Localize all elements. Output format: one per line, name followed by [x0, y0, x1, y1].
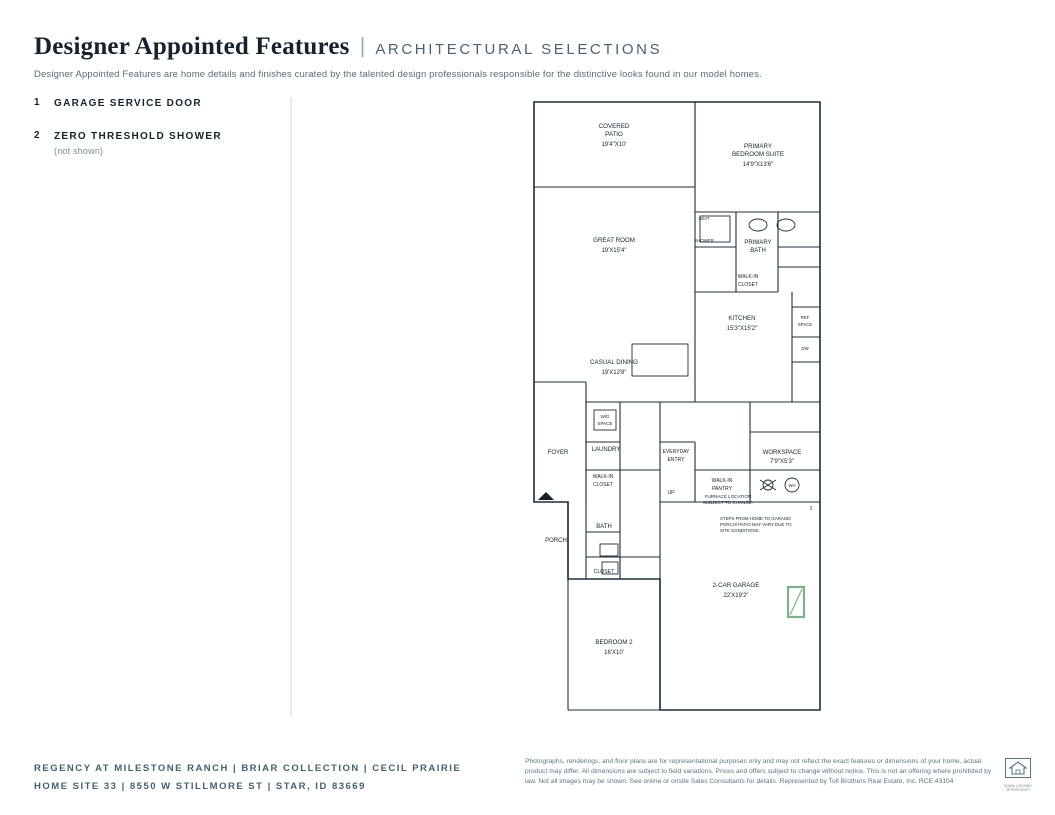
footer-community-info	[34, 760, 461, 796]
svg-text:KITCHEN: KITCHEN	[728, 315, 756, 322]
svg-text:ENTRY: ENTRY	[667, 457, 685, 463]
footer-line-2: HOME SITE 33 | 8550 W STILLMORE ST | STAR, ID 83669	[34, 781, 366, 793]
house-icon	[1005, 758, 1031, 778]
svg-text:CLOSET: CLOSET	[592, 482, 614, 488]
svg-text:19'4"X10': 19'4"X10'	[601, 142, 627, 148]
svg-text:SPACE: SPACE	[797, 322, 813, 327]
svg-text:19'X15'4": 19'X15'4"	[601, 248, 627, 254]
svg-text:BEDROOM SUITE: BEDROOM SUITE	[732, 151, 784, 158]
list-item	[34, 130, 264, 156]
vertical-divider	[290, 97, 292, 717]
svg-text:2-CAR GARAGE: 2-CAR GARAGE	[712, 582, 760, 589]
svg-text:DW: DW	[801, 346, 809, 351]
svg-text:WALK-IN: WALK-IN	[592, 474, 614, 480]
page-header	[34, 33, 1014, 80]
feature-label: GARAGE SERVICE DOOR	[54, 98, 202, 109]
svg-text:BATH: BATH	[750, 248, 766, 254]
svg-text:CLOSET: CLOSET	[737, 282, 759, 288]
feature-note: (not shown)	[54, 146, 104, 156]
svg-text:PATIO: PATIO	[605, 131, 623, 138]
svg-text:SHOWER: SHOWER	[694, 238, 714, 243]
list-item	[34, 97, 264, 110]
svg-text:19'X12'8": 19'X12'8"	[601, 370, 627, 376]
svg-text:SEAT: SEAT	[698, 216, 710, 221]
feature-number: 1	[34, 97, 41, 108]
svg-text:WORKSPACE: WORKSPACE	[762, 450, 802, 456]
svg-text:W/D: W/D	[600, 414, 610, 419]
feature-body	[54, 97, 264, 110]
svg-text:CASUAL DINING: CASUAL DINING	[590, 359, 638, 366]
svg-text:WALK-IN: WALK-IN	[711, 478, 733, 484]
svg-text:EVERYDAY: EVERYDAY	[662, 449, 690, 455]
feature-number: 2	[34, 130, 41, 141]
feature-body	[54, 130, 264, 156]
svg-text:7'9"X5'3": 7'9"X5'3"	[770, 459, 794, 465]
svg-text:PORCH/ PATIO MAY VARY DUE TO: PORCH/ PATIO MAY VARY DUE TO	[720, 522, 792, 527]
svg-text:UP: UP	[667, 490, 675, 496]
svg-text:SPACE: SPACE	[597, 421, 613, 426]
footer-line-1: REGENCY AT MILESTONE RANCH | BRIAR COLLECTION | CECIL PRAIRIE	[34, 763, 462, 774]
svg-text:SITE CONDITIONS.: SITE CONDITIONS.	[720, 528, 760, 533]
svg-text:BATH: BATH	[596, 524, 612, 530]
svg-text:WH: WH	[788, 483, 796, 488]
svg-text:BEDROOM 2: BEDROOM 2	[595, 639, 633, 646]
svg-text:14'9"X13'6": 14'9"X13'6"	[742, 162, 774, 168]
svg-text:FURNACE LOCATION: FURNACE LOCATION	[704, 494, 752, 499]
svg-text:PORCH: PORCH	[545, 538, 567, 544]
title-row	[34, 33, 1014, 61]
features-list	[34, 97, 264, 176]
floorplan-diagram	[520, 92, 840, 722]
svg-text:FOYER: FOYER	[547, 450, 569, 456]
svg-text:16'X10': 16'X10'	[604, 650, 624, 656]
svg-text:SUBJECT TO CHANGE.: SUBJECT TO CHANGE.	[702, 500, 754, 505]
svg-text:WALK-IN: WALK-IN	[737, 274, 759, 280]
eho-caption: EQUAL HOUSING OPPORTUNITY	[1004, 784, 1032, 792]
svg-text:PANTRY: PANTRY	[712, 486, 732, 492]
page-title: Designer Appointed Features	[34, 33, 350, 60]
title-separator: |	[359, 33, 366, 58]
svg-text:REF: REF	[800, 315, 810, 320]
feature-label: ZERO THRESHOLD SHOWER	[54, 131, 222, 142]
svg-text:COVERED: COVERED	[598, 123, 630, 130]
footer-disclaimer: Photographs, renderings, and floor plans are for representational purposes only and may not reflect the exact features or dimensions of your home, actual product may differ. All dimensions are subject to field variations. Prices and offers subject to change without notice. This is not an offering where prohibited by law. Not all images may be shown. See online or onsite Sales Consultants for details. Represented by Toll Brothers Real Estate, Inc. RCE 43104	[525, 758, 992, 786]
equal-housing-opportunity-logo	[1003, 758, 1033, 792]
svg-text:GREAT ROOM: GREAT ROOM	[593, 237, 635, 244]
svg-text:1: 1	[809, 506, 813, 512]
svg-text:STEPS FROM HOME TO GARAGE/: STEPS FROM HOME TO GARAGE/	[720, 516, 792, 521]
page-subtitle-heading: ARCHITECTURAL SELECTIONS	[375, 41, 663, 58]
svg-text:22'X19'2": 22'X19'2"	[723, 593, 749, 599]
svg-text:PRIMARY: PRIMARY	[743, 143, 773, 150]
page-description: Designer Appointed Features are home details and finishes curated by the talented design professionals responsible for the distinctive looks found in our model homes.	[34, 69, 762, 80]
svg-text:PRIMARY: PRIMARY	[744, 240, 772, 246]
svg-text:LAUNDRY: LAUNDRY	[591, 447, 621, 453]
svg-text:15'3"X15'2": 15'3"X15'2"	[726, 326, 758, 332]
svg-text:CLOSET: CLOSET	[593, 569, 615, 575]
